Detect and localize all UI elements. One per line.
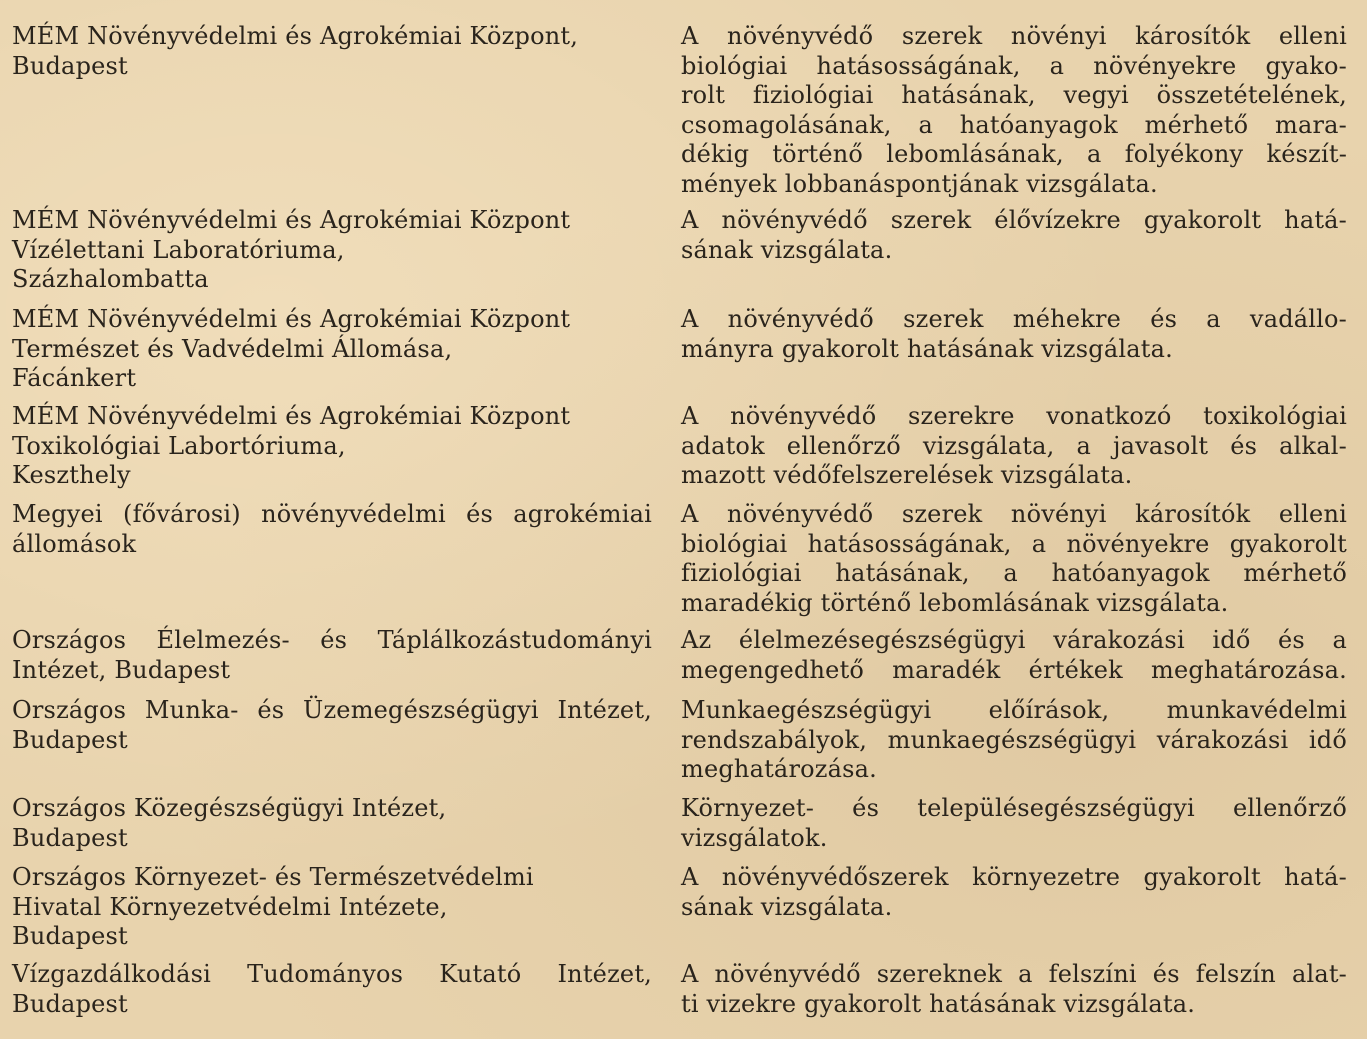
institution-cell xyxy=(12,794,652,853)
institution-line: Hivatal Környezetvédelmi Intézete, xyxy=(12,892,448,921)
institution-line: MÉM Növényvédelmi és Agrokémiai Központ xyxy=(12,206,571,234)
task-cell xyxy=(681,500,1347,618)
institution-line: Intézet, Budapest xyxy=(12,655,231,684)
task-line: A növényvédőszerek környezetre gyakorolt hatá- xyxy=(681,863,1347,891)
institution-line: Megyei (fővárosi) növényvédelmi és agrokémiai xyxy=(12,500,652,528)
task-cell xyxy=(681,22,1347,199)
task-line: adatok ellenőrző vizsgálata, a javasolt és alkal- xyxy=(681,431,1347,460)
task-line: A növényvédő szerek növényi károsítók elleni xyxy=(681,500,1347,528)
task-line: mazott védőfelszerelések vizsgálata. xyxy=(681,461,1133,489)
task-line: fiziológiai hatásának, a hatóanyagok mérhető xyxy=(681,559,1347,587)
institution-cell xyxy=(12,402,652,491)
task-cell xyxy=(681,206,1347,265)
task-line: A növényvédő szerek élővízekre gyakorolt hatá- xyxy=(681,206,1347,234)
institution-line: Budapest xyxy=(12,922,128,950)
task-line: mányra gyakorolt hatásának vizsgálata. xyxy=(681,334,1173,363)
task-line: Munkaegészségügyi előírások, munkavédelmi xyxy=(681,696,1347,724)
institution-cell xyxy=(12,206,652,295)
institution-line: Természet és Vadvédelmi Állomása, xyxy=(12,334,453,363)
task-line: vizsgálatok. xyxy=(681,823,828,852)
institution-line: Toxikológiai Labortóriuma, xyxy=(12,431,346,460)
institution-line: Keszthely xyxy=(12,461,131,489)
task-cell xyxy=(681,626,1347,685)
task-line: megengedhető maradék értékek meghatározása. xyxy=(681,655,1347,684)
institution-cell xyxy=(12,626,652,685)
task-cell xyxy=(681,402,1347,491)
task-line: dékig történő lebomlásának, a folyékony készít- xyxy=(681,140,1347,168)
institution-line: MÉM Növényvédelmi és Agrokémiai Központ, xyxy=(12,22,579,50)
task-line: biológiai hatásosságának, a növényekre gyakorolt xyxy=(681,529,1347,558)
task-cell xyxy=(681,794,1347,853)
institution-cell xyxy=(12,305,652,394)
task-cell xyxy=(681,960,1347,1019)
institution-cell xyxy=(12,960,652,1019)
institution-line: Országos Környezet- és Természetvédelmi xyxy=(12,863,534,891)
institution-line: Országos Élelmezés- és Táplálkozástudományi xyxy=(12,626,652,654)
task-cell xyxy=(681,305,1347,364)
task-line: A növényvédő szerekre vonatkozó toxikológiai xyxy=(681,402,1347,430)
institution-cell xyxy=(12,22,652,81)
institution-line: állomások xyxy=(12,529,137,558)
task-line: A növényvédő szereknek a felszíni és felszín alat- xyxy=(681,960,1347,988)
institution-line: Országos Munka- és Üzemegészségügyi Intézet, xyxy=(12,696,652,724)
task-line: A növényvédő szerek növényi károsítók elleni xyxy=(681,22,1347,50)
task-line: sának vizsgálata. xyxy=(681,235,893,264)
task-line: ti vizekre gyakorolt hatásának vizsgálata. xyxy=(681,989,1196,1018)
task-line: sának vizsgálata. xyxy=(681,892,893,921)
task-line: biológiai hatásosságának, a növényekre gyako- xyxy=(681,51,1347,80)
task-cell xyxy=(681,863,1347,922)
institution-cell xyxy=(12,500,652,559)
task-line: maradékig történő lebomlásának vizsgálata. xyxy=(681,588,1229,617)
institution-line: Budapest xyxy=(12,823,128,852)
task-line: A növényvédő szerek méhekre és a vadállo- xyxy=(681,305,1347,333)
task-line: csomagolásának, a hatóanyagok mérhető mara- xyxy=(681,110,1347,139)
institution-line: MÉM Növényvédelmi és Agrokémiai Központ xyxy=(12,402,571,430)
task-line: Környezet- és településegészségügyi ellenőrző xyxy=(681,794,1347,822)
task-line: rendszabályok, munkaegészségügyi várakozási idő xyxy=(681,725,1347,754)
institution-line: Budapest xyxy=(12,51,128,80)
institution-cell xyxy=(12,696,652,755)
task-line: meghatározása. xyxy=(681,755,877,783)
task-cell xyxy=(681,696,1347,785)
institution-line: Vízélettani Laboratóriuma, xyxy=(12,235,345,264)
institution-line: Fácánkert xyxy=(12,364,137,392)
task-line: rolt fiziológiai hatásának, vegyi összetételének, xyxy=(681,81,1347,109)
institution-line: Százhalombatta xyxy=(12,265,209,293)
institution-line: Budapest xyxy=(12,989,128,1018)
task-line: Az élelmezésegészségügyi várakozási idő és a xyxy=(681,626,1347,654)
institution-cell xyxy=(12,863,652,952)
institution-line: Országos Közegészségügyi Intézet, xyxy=(12,794,447,822)
institution-line: Vízgazdálkodási Tudományos Kutató Intézet, xyxy=(12,960,652,988)
institution-line: Budapest xyxy=(12,725,128,754)
task-line: mények lobbanáspontjának vizsgálata. xyxy=(681,169,1158,198)
institution-line: MÉM Növényvédelmi és Agrokémiai Központ xyxy=(12,305,571,333)
